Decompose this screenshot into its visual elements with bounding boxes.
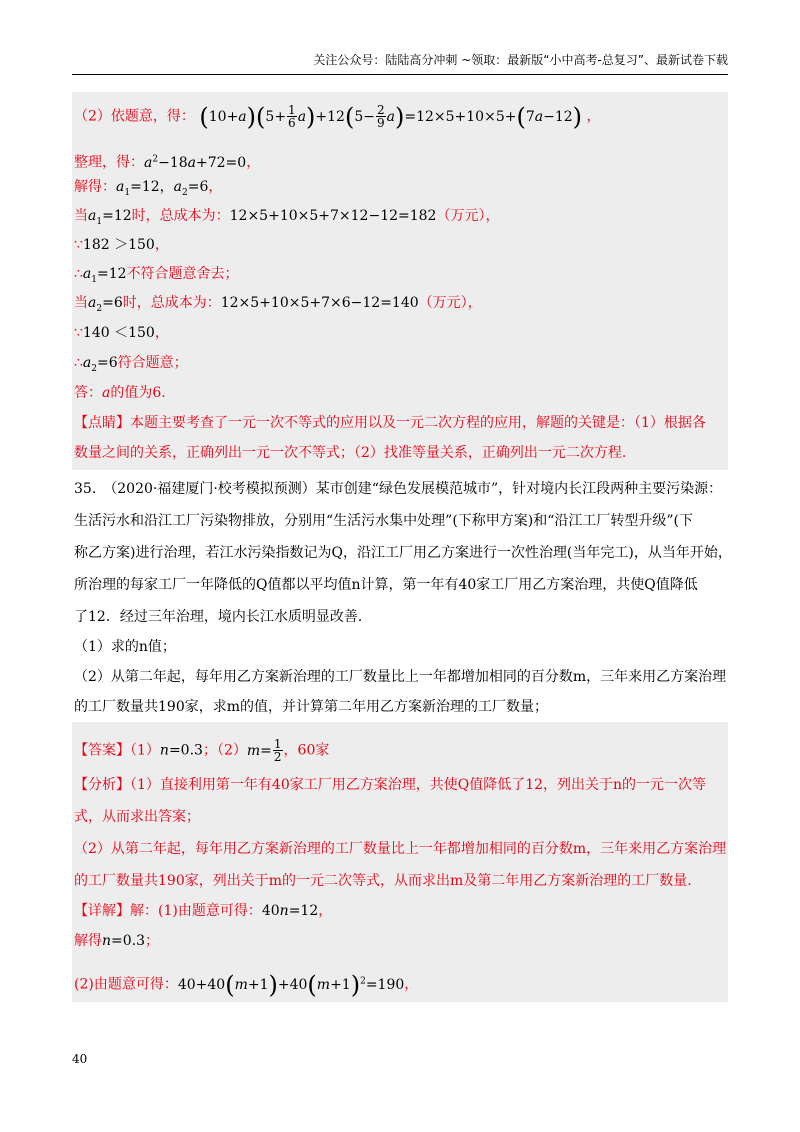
solution-line-9 xyxy=(74,352,728,380)
question-line-4 xyxy=(74,574,728,596)
solution-line-4 xyxy=(74,205,728,233)
header-text: 关注公众号：陆陆高分冲刺 ~领取：最新版“小中高考-总复习”、最新试卷下载 xyxy=(313,53,728,67)
comment-text: 数量之间的关系，正确列出一元一次不等式；（2）找准等量关系，正确列出一元二次方程. xyxy=(74,445,627,461)
punct: ， xyxy=(404,976,419,993)
therefore-symbol: ∴ xyxy=(74,355,83,371)
punct: ， xyxy=(318,903,333,919)
punct: ， xyxy=(246,154,261,171)
question-subpart: （1）求的n值； xyxy=(74,639,176,655)
step-text: 时，总成本为： xyxy=(131,208,230,224)
detail-text: 解得 xyxy=(74,933,102,949)
question-text: 35. （2020·福建厦门·校考模拟预测）某市创建“绿色发展模范城市”，针对境内长江段两种主要污染源： xyxy=(74,481,723,497)
solution-line-6 xyxy=(74,263,728,291)
answer-line xyxy=(74,738,728,763)
question-part-2-line-2 xyxy=(74,696,728,718)
answer-text: ，60家 xyxy=(283,742,330,759)
detail-equation: $40+40(m+1)+40(m+1)^2=190$ xyxy=(177,970,405,999)
analysis-line-2 xyxy=(74,806,728,828)
analysis-line-1 xyxy=(74,774,728,796)
detail-equation: 40n=12 xyxy=(261,903,319,919)
answer-equation-2: m= $\frac{1}{2}$ xyxy=(246,737,282,764)
step-label: 当 xyxy=(74,208,88,224)
detail-line-3 xyxy=(74,970,728,999)
step-label: 整理，得： xyxy=(74,154,144,171)
solution-line-8 xyxy=(74,322,728,344)
condition: $a_1=12$ xyxy=(82,266,127,285)
punct: （万元）， xyxy=(436,208,500,224)
step-label: （2）依题意，得： xyxy=(74,108,195,125)
step-text: 符合题意； xyxy=(117,355,188,371)
answer-text: 的值为6. xyxy=(110,385,166,401)
cost-calc: 12×5+10×5+7×12−12=182 xyxy=(229,208,437,224)
inequality: 140 ＜150 xyxy=(82,325,155,341)
condition: $a_2=6$ xyxy=(88,295,123,314)
answer-tag: 【答案】 xyxy=(74,742,130,759)
roots: $a_1=12$，$a_2=6$ xyxy=(116,179,209,198)
variable: a xyxy=(102,385,111,401)
question-text: 称乙方案)进行治理，若江水污染指数记为Q，沿江工厂用乙方案进行一次性治理(当年完工)，从当年开始， xyxy=(74,545,732,561)
solution-line-5 xyxy=(74,234,728,256)
punct: ； xyxy=(145,933,160,949)
fraction-numerator: 1 xyxy=(273,737,282,751)
inequality: 182 ＞150 xyxy=(82,237,155,253)
punct: （万元）， xyxy=(418,295,482,311)
page-number: 40 xyxy=(72,1052,88,1066)
analysis-text: （1）直接利用第一年有40家工厂用乙方案治理，共使Q值降低了12，列出关于n的一元一次等 xyxy=(130,777,707,793)
comment-tag: 【点睛】 xyxy=(74,415,130,431)
answer-part-label: ；（2） xyxy=(202,742,247,759)
solution-block-2 xyxy=(72,722,728,1002)
question-text: 所治理的每家工厂一年降低的Q值都以平均值n计算，第一年有40家工厂用乙方案治理，共使Q值降低 xyxy=(74,577,698,593)
detail-text: 解：(1)由题意可得： xyxy=(130,903,262,919)
solution-line-10 xyxy=(74,382,728,404)
analysis-text: （2）从第二年起，每年用乙方案新治理的工厂数量比上一年都增加相同的百分数m，三年来用乙方案治理 xyxy=(74,841,727,857)
condition: $a_1=12$ xyxy=(88,208,132,227)
because-symbol: ∵ xyxy=(74,325,83,341)
detail-tag: 【详解】 xyxy=(74,903,130,919)
question-line-3 xyxy=(74,542,732,564)
detail-line-2 xyxy=(74,930,728,952)
solution-line-7 xyxy=(74,292,728,320)
cost-calc: 12×5+10×5+7×6−12=140 xyxy=(220,295,419,311)
question-line-5 xyxy=(74,606,728,628)
page-header xyxy=(72,50,728,75)
punct: ， xyxy=(154,237,169,253)
comment-text: 本题主要考查了一元一次不等式的应用以及一元二次方程的应用，解题的关键是：（1）根据各 xyxy=(130,415,706,431)
step-text: 不符合题意舍去； xyxy=(126,266,239,282)
comment-line-2 xyxy=(74,442,728,464)
punct: ， xyxy=(154,325,169,341)
question-part-1 xyxy=(74,636,728,658)
equation-main: (10+a)(5+ $\frac{1}{6}$ a)+12(5− $\frac{2}{9}$ a)=12×5+10×5+(7a−12) xyxy=(199,102,583,131)
fraction-denominator: 2 xyxy=(273,750,282,764)
solution-line-1 xyxy=(74,104,728,129)
detail-equation: n=0.3 xyxy=(102,933,146,949)
comment-line-1 xyxy=(74,412,728,434)
analysis-line-4 xyxy=(74,870,728,892)
answer-equation-1: n=0.3 xyxy=(159,742,203,759)
detail-line-1 xyxy=(74,900,728,922)
question-subpart: 的工厂数量共190家，求m的值，并计算第二年用乙方案新治理的工厂数量； xyxy=(74,699,548,715)
punct: ， xyxy=(586,108,601,125)
detail-text: (2)由题意可得： xyxy=(74,976,178,993)
question-subpart: （2）从第二年起，每年用乙方案新治理的工厂数量比上一年都增加相同的百分数m，三年来用乙方案治理 xyxy=(74,669,727,685)
solution-line-3 xyxy=(74,176,728,204)
step-label: 当 xyxy=(74,295,88,311)
question-text: 生活污水和沿江工厂污染物排放，分别用“生活污水集中处理”(下称甲方案)和“沿江工厂转型升级”(下 xyxy=(74,513,694,529)
therefore-symbol: ∴ xyxy=(74,266,83,282)
condition: $a_2=6$ xyxy=(82,355,118,374)
analysis-line-3 xyxy=(74,838,728,860)
answer-label: 答： xyxy=(74,385,102,401)
analysis-tag: 【分析】 xyxy=(74,777,130,793)
answer-part-label: （1） xyxy=(130,742,160,759)
equation-simplified: $a^2-18a+72=0$ xyxy=(144,154,247,171)
analysis-text: 式，从而求出答案； xyxy=(74,809,200,825)
punct: ， xyxy=(208,179,223,195)
question-line-1 xyxy=(74,478,728,500)
because-symbol: ∵ xyxy=(74,237,83,253)
solution-line-2 xyxy=(74,148,728,174)
step-text: 时，总成本为： xyxy=(122,295,221,311)
question-part-2-line-1 xyxy=(74,666,728,688)
question-text: 了12．经过三年治理，境内长江水质明显改善． xyxy=(74,609,372,625)
step-label: 解得： xyxy=(74,179,116,195)
question-line-2 xyxy=(74,510,728,532)
analysis-text: 的工厂数量共190家，列出关于m的一元二次等式，从而求出m及第二年用乙方案新治理的工厂数量. xyxy=(74,873,692,889)
